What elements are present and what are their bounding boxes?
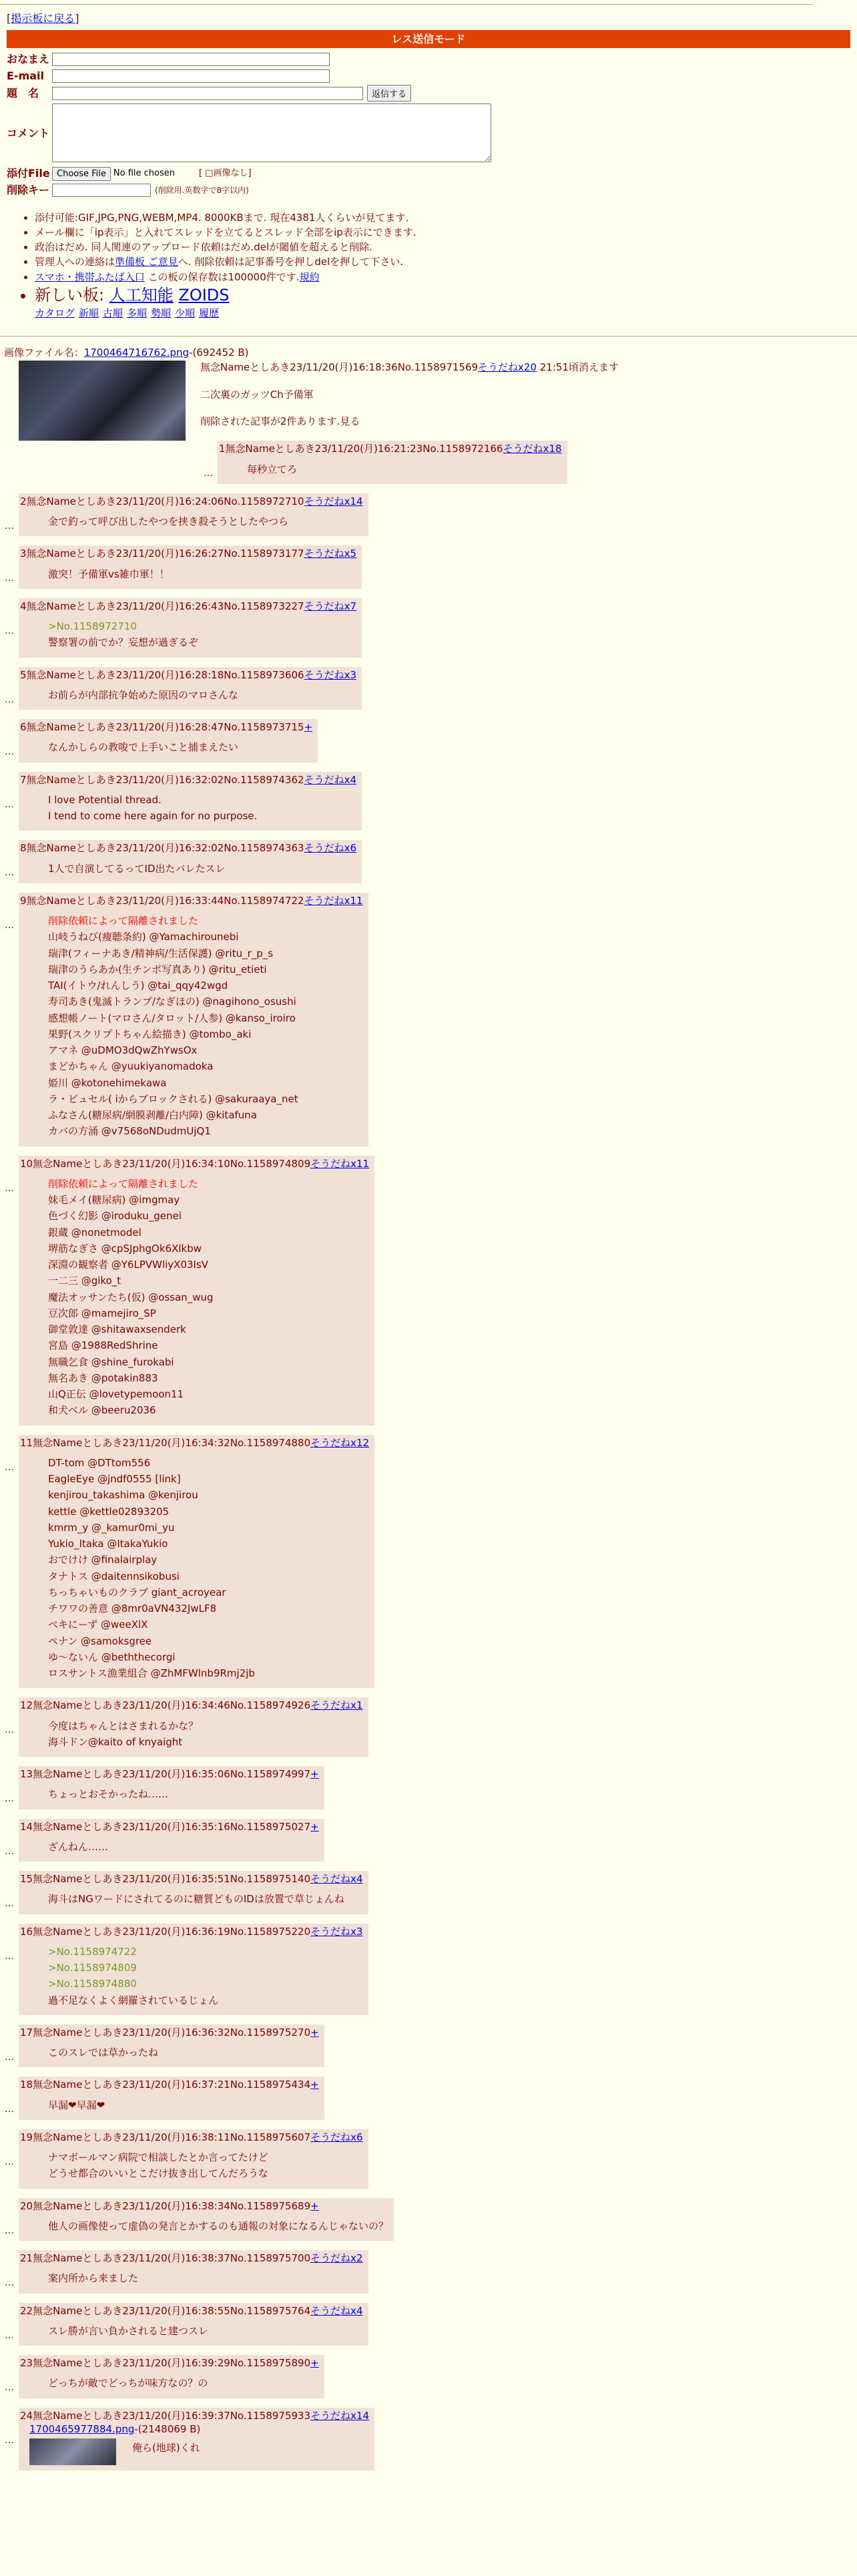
reply-header (20, 2304, 363, 2318)
reply-ellipsis-icon: … (5, 2104, 14, 2115)
reply-row (0, 840, 857, 883)
reply-line: ゆ〜ないん @beththecorgi (48, 1651, 176, 1663)
new-boards: • 新しい板: 人工知能 ZOIDS (35, 285, 857, 305)
reply-ellipsis-icon: … (204, 468, 213, 479)
reply-header (20, 2078, 319, 2091)
reply-text (48, 2046, 319, 2059)
reply-sodane-link[interactable]: + (310, 2199, 319, 2212)
note-rules: • 政治はだめ. 同人関連のアップロード依頼はだめ.delが閾値を超えると削除. (35, 240, 857, 254)
reply-header (20, 1767, 319, 1781)
reply-line: 海斗ドン@kaito of knyaight (48, 1735, 183, 1748)
reply-line: ふなさん(糖尿病/網膜剥離/白内障) @kitafuna (48, 1109, 257, 1122)
catalog-link[interactable]: カタログ (35, 306, 75, 319)
reply-row (0, 667, 857, 710)
reply-header (20, 841, 356, 855)
reply-image-link[interactable]: 1700465977884.png (29, 2422, 135, 2435)
reply-line: 果野(スクリプトちゃん絵描き) @tombo_aki (48, 1028, 252, 1040)
reply-line: タナトス @daitennsikobusi (48, 1570, 180, 1582)
reply-isolation-notice: 削除依頼によって隔離されました (48, 915, 199, 927)
reply-meta[interactable]: 2無念Nameとしあき23/11/20(月)16:24:06No.1158972710 (20, 495, 304, 507)
reply-line: 無名あき @potakin883 (48, 1371, 158, 1384)
reply-line: スレ勝が言い負かされると建つスレ (48, 2324, 209, 2337)
reply-line: 寿司あき(鬼滅トランプ/なぎほの) @nagihono_osushi (48, 996, 296, 1008)
name-label: おなまえ (7, 53, 50, 66)
reply-text (48, 740, 312, 754)
reply-line: 和犬ベル @beeru2036 (48, 1404, 156, 1417)
reply-ellipsis-icon: … (5, 520, 14, 531)
reply-ellipsis-icon: … (5, 573, 14, 584)
name-input[interactable] (52, 53, 330, 66)
reply-box (19, 2129, 368, 2189)
reply-meta[interactable]: 23無念Nameとしあき23/11/20(月)16:39:29No.1158975890 (20, 2357, 311, 2370)
reply-row (0, 493, 857, 537)
reply-line: 俺ら(地球)くれ (132, 2442, 200, 2454)
reply-meta[interactable]: 10無念Nameとしあき23/11/20(月)16:34:10No.1158974809 (20, 1157, 311, 1170)
reply-line: 豆次郎 @mamejiro_SP (48, 1307, 156, 1319)
reply-header (20, 2199, 388, 2213)
reply-text (48, 1945, 363, 2007)
reply-header (20, 2409, 369, 2422)
reply-line: おでけけ @finalairplay (48, 1554, 158, 1566)
delete-key-note: (削除用.英数字で8字以内) (155, 185, 249, 195)
reply-box (218, 441, 567, 484)
reply-meta[interactable]: 14無念Nameとしあき23/11/20(月)16:35:16No.1158975027 (20, 1820, 311, 1833)
op-image-line: 画像ファイル名：1700464716762.png-(692452 B) (4, 347, 249, 359)
op-post (19, 361, 857, 441)
reply-sodane-link[interactable]: + (310, 1768, 319, 1781)
reply-ellipsis-icon: … (5, 2382, 14, 2394)
choose-file-button[interactable]: Choose File (52, 167, 111, 181)
reply-meta[interactable]: 12無念Nameとしあき23/11/20(月)16:34:46No.1158974926 (20, 1699, 311, 1712)
reply-line: Yukio_Itaka @ItakaYukio (48, 1538, 168, 1550)
sort-new-link[interactable]: 新順 (79, 306, 99, 319)
reply-sodane-link[interactable]: そうだねx14 (304, 495, 363, 507)
reply-text (48, 914, 363, 1138)
reply-sodane-link[interactable]: そうだねx6 (310, 2131, 363, 2143)
reply-box (19, 2250, 368, 2294)
reply-sodane-link[interactable]: + (310, 2026, 319, 2038)
reply-ellipsis-icon: … (5, 1846, 14, 1857)
reply-sodane-link[interactable]: そうだねx3 (304, 668, 356, 681)
reply-meta[interactable]: 15無念Nameとしあき23/11/20(月)16:35:51No.1158975140 (20, 1873, 311, 1886)
reply-row (199, 441, 857, 484)
reply-ellipsis-icon: … (5, 919, 14, 931)
reply-box (19, 1435, 374, 1689)
reply-box (19, 840, 362, 883)
reply-box (19, 719, 318, 763)
reply-line: カバの方涌 @v7568oNDudmUjQ1 (48, 1125, 211, 1138)
reply-line: 金で釣って呼び出したやつを挟き殺そうとしたやつら (48, 515, 289, 528)
reply-box (19, 598, 362, 658)
reply-row (0, 1871, 857, 1914)
reply-text (48, 2151, 363, 2181)
reply-ellipsis-icon: … (5, 2434, 14, 2446)
email-label: E-mail (7, 69, 45, 82)
reply-ellipsis-icon: … (5, 1725, 14, 1736)
reply-line: ペナン @samoksgree (48, 1635, 152, 1647)
reply-line: チワワの善意 @8mr0aVN432JwLF8 (48, 1602, 217, 1615)
history-link[interactable]: 履歴 (199, 306, 220, 319)
reply-box (19, 1924, 368, 2015)
reply-line: ぺキにーず @weeXlX (48, 1619, 148, 1631)
reply-sodane-link[interactable]: そうだねx3 (310, 1925, 363, 1938)
reply-line: kenjirou_takashima @kenjirou (48, 1489, 198, 1502)
reply-line: 瑞津(フィーナあき/精神病/生活保護) @ritu_r_p_s (48, 947, 274, 959)
reply-text (48, 793, 356, 823)
reply-line: 山岐うねび(痩聴条約) @Yamachirounebi (48, 931, 239, 943)
reply-header (20, 668, 356, 682)
reply-line: ざんねん…… (48, 1840, 109, 1853)
reply-header (20, 1699, 363, 1712)
reply-row (0, 1766, 857, 1809)
reply-line: EagleEye @jndf0555 [link] (48, 1473, 181, 1486)
reply-meta[interactable]: 21無念Nameとしあき23/11/20(月)16:38:37No.1158975700 (20, 2252, 311, 2265)
reply-line: 銀蔵 @nonetmodel (48, 1226, 141, 1239)
reply-quote-line: >No.1158972710 (48, 620, 137, 633)
reply-meta[interactable]: 9無念Nameとしあき23/11/20(月)16:33:44No.1158974722 (20, 894, 304, 907)
thread-divider (0, 336, 857, 337)
reply-meta[interactable]: 20無念Nameとしあき23/11/20(月)16:38:34No.1158975689 (20, 2199, 311, 2212)
reply-text (48, 862, 356, 875)
reply-meta[interactable]: 13無念Nameとしあき23/11/20(月)16:35:06No.1158974997 (20, 1768, 311, 1781)
reply-line: なんかしらの教唆で上手いこと捕まえたい (48, 741, 239, 754)
reply-row (0, 2303, 857, 2346)
no-image-checkbox[interactable]: [ □画像なし] (198, 168, 252, 179)
reply-ellipsis-icon: … (5, 1183, 14, 1194)
reply-sodane-link[interactable]: そうだねx11 (304, 894, 363, 907)
reply-line: このスレでは草かったね (48, 2047, 159, 2059)
reply-box (19, 1697, 368, 1757)
reply-sodane-link[interactable]: そうだねx14 (310, 2409, 370, 2422)
reply-row (0, 719, 857, 763)
reply-text (247, 463, 562, 476)
reply-text (48, 2272, 363, 2285)
op-deleted-note[interactable]: 削除された記事が2件あります.見る (200, 415, 360, 427)
reply-line: DT-tom @DTtom556 (48, 1456, 151, 1469)
op-thumbnail[interactable] (19, 361, 186, 441)
reply-ellipsis-icon: … (5, 625, 14, 636)
reply-box (19, 667, 362, 710)
comment-label: コメント (7, 126, 50, 140)
reply-text (48, 2376, 319, 2390)
reply-row (0, 2077, 857, 2120)
reply-text (48, 2099, 319, 2112)
reply-sodane-link[interactable]: そうだねx2 (310, 2252, 363, 2265)
reply-sodane-link[interactable]: そうだねx1 (310, 1699, 363, 1712)
reply-header (20, 773, 356, 787)
thread (0, 346, 857, 2471)
reply-header (20, 1436, 369, 1450)
reply-box (19, 893, 368, 1146)
subject-input[interactable] (52, 87, 363, 100)
reply-row (0, 1819, 857, 1862)
reply-line: TAI(イトウ/れんしう) @tai_qqy42wgd (48, 980, 228, 992)
note-contact: • 管理人への連絡は準備板 ご意見へ. 削除依頼は記事番号を押しdelを押して下さい. (35, 255, 857, 268)
reply-text (132, 2438, 200, 2457)
reply-meta[interactable]: 19無念Nameとしあき23/11/20(月)16:38:11No.1158975607 (20, 2131, 311, 2143)
reply-row (0, 598, 857, 658)
reply-line: お前らが内部抗争始めた原因のマロさんな (48, 688, 239, 701)
reply-sodane-link[interactable]: + (310, 1820, 319, 1833)
reply-line: 魔法オッサンたち(仮) @ossan_wug (48, 1291, 214, 1303)
reply-line: 毎秒立てろ (247, 463, 298, 475)
reply-meta[interactable]: 22無念Nameとしあき23/11/20(月)16:38:55No.1158975764 (20, 2304, 311, 2317)
reply-line: どうせ都合のいいとこだけ抜き出してんだろうな (48, 2167, 269, 2180)
contact-board-link[interactable]: 準備板 (115, 256, 146, 268)
reply-line: ロスサントス漁業組合 @ZhMFWlnb9Rmj2jb (48, 1667, 255, 1680)
reply-row (0, 2408, 857, 2471)
reply-line: 一二三 @giko_t (48, 1275, 121, 1287)
reply-row (0, 546, 857, 589)
new-board-ai-link[interactable]: 人工知能 (109, 285, 174, 304)
reply-meta[interactable]: 18無念Nameとしあき23/11/20(月)16:37:21No.1158975434 (20, 2079, 311, 2091)
reply-line: 激突！予備軍vs雑巾軍！！ (48, 568, 170, 580)
reply-quote-line: >No.1158974880 (48, 1978, 137, 1990)
reply-row (0, 893, 857, 1146)
reply-image-size: -(2148069 B) (134, 2422, 201, 2435)
reply-line: 深淵の観察者 @Y6LPVWliyX03IsV (48, 1259, 209, 1271)
reply-header (20, 2356, 319, 2370)
sort-old-link[interactable]: 古順 (103, 306, 123, 319)
reply-ellipsis-icon: … (5, 1950, 14, 1962)
reply-form (7, 52, 850, 197)
note-ip: • メール欄に「ip表示」と入れてスレッドを立てるとスレッド全部をip表示にできます. (35, 226, 857, 239)
reply-row (0, 1697, 857, 1757)
reply-meta[interactable]: 3無念Nameとしあき23/11/20(月)16:26:27No.1158973177 (20, 548, 304, 560)
reply-sodane-link[interactable]: そうだねx4 (310, 2304, 363, 2317)
reply-sodane-link[interactable]: + (310, 2079, 319, 2091)
reply-line: 他人の画像使って虚偽の発言とかするのも通報の対象になるんじゃないの？ (48, 2219, 389, 2232)
reply-sodane-link[interactable]: + (310, 2357, 319, 2370)
reply-line: どっちが敵でどっちが味方なの？の (48, 2377, 208, 2390)
reply-meta[interactable]: 1無念Nameとしあき23/11/20(月)16:21:23No.1158972166 (219, 443, 503, 455)
reply-line: 案内所から来ました (48, 2272, 139, 2285)
reply-meta[interactable]: 5無念Nameとしあき23/11/20(月)16:28:18No.1158973606 (20, 668, 304, 681)
reply-text (48, 1177, 369, 1418)
reply-meta[interactable]: 11無念Nameとしあき23/11/20(月)16:34:32No.1158974880 (20, 1436, 311, 1449)
reply-text (48, 1840, 319, 1854)
reply-ellipsis-icon: … (5, 799, 14, 810)
reply-meta[interactable]: 16無念Nameとしあき23/11/20(月)16:36:19No.1158975220 (20, 1925, 311, 1938)
comment-textarea[interactable] (52, 103, 491, 162)
reply-text (48, 688, 356, 702)
reply-text (48, 515, 363, 528)
reply-sodane-link[interactable]: そうだねx11 (310, 1157, 370, 1170)
reply-row (0, 2024, 857, 2068)
mobile-entry-link[interactable]: スマホ・携帯ふたば入口 (35, 270, 145, 283)
email-input[interactable] (52, 69, 330, 83)
reply-sodane-link[interactable]: そうだねx7 (304, 600, 356, 612)
reply-ellipsis-icon: … (5, 2156, 14, 2167)
reply-line: 感想帳ノート(マロさん/タロット/人参) @kanso_iroiro (48, 1012, 296, 1024)
reply-quote-line: >No.1158974809 (48, 1962, 137, 1974)
reply-header (20, 547, 356, 560)
reply-meta[interactable]: 4無念Nameとしあき23/11/20(月)16:26:43No.1158973227 (20, 600, 304, 612)
reply-text (48, 1456, 369, 1681)
reply-line: 妹毛メイ(糖尿病) @imgmay (48, 1194, 180, 1207)
opinion-link[interactable]: ご意見 (145, 256, 178, 268)
reply-sodane-link[interactable]: そうだねx4 (310, 1873, 363, 1886)
reply-header (20, 600, 356, 613)
reply-line: 1人で自演してるってID出たバレたスレ (48, 862, 226, 875)
reply-row (0, 1435, 857, 1689)
reply-box (19, 2077, 324, 2120)
reply-line: kettle @kettle02893205 (48, 1505, 170, 1518)
reply-row (0, 2129, 857, 2189)
reply-header (20, 2131, 363, 2144)
reply-row (0, 2250, 857, 2294)
reply-text (48, 1719, 363, 1749)
reply-ellipsis-icon: … (5, 1462, 14, 1473)
reply-box (19, 2303, 368, 2346)
reply-row (0, 2355, 857, 2398)
reply-line: I love Potential thread. (48, 793, 162, 806)
reply-line: ナマボールマン病院で相談したとか言ってたけど (48, 2151, 268, 2164)
reply-box (19, 2024, 324, 2068)
reply-sodane-link[interactable]: そうだねx12 (310, 1436, 370, 1449)
reply-ellipsis-icon: … (5, 2225, 14, 2236)
reply-header (20, 2026, 319, 2039)
file-status: No file chosen (113, 168, 175, 179)
reply-meta[interactable]: 8無念Nameとしあき23/11/20(月)16:32:02No.1158974363 (20, 842, 304, 855)
new-board-zoids-link[interactable]: ZOIDS (178, 285, 230, 304)
reply-meta[interactable]: 6無念Nameとしあき23/11/20(月)16:28:47No.1158973715 (20, 721, 304, 734)
back-to-board-link[interactable]: 掲示板に戻る (11, 12, 75, 25)
reply-line: 海斗はNGワードにされてるのに糖質どものIDは放置で草じょんね (48, 1893, 344, 1906)
reply-ellipsis-icon: … (5, 2278, 14, 2289)
reply-isolation-notice: 削除依頼によって隔離されました (48, 1177, 199, 1190)
reply-line: 御堂敦達 @shitawaxsenderk (48, 1323, 186, 1336)
reply-ellipsis-icon: … (5, 694, 14, 705)
reply-quote-line: >No.1158974722 (48, 1945, 137, 1958)
reply-line: 警察署の前でか？妄想が過ぎるぞ (48, 636, 199, 649)
back-nav: [掲示板に戻る] (7, 12, 79, 25)
reply-line: 宮島 @1988RedShrine (48, 1339, 158, 1352)
reply-meta[interactable]: 7無念Nameとしあき23/11/20(月)16:32:02No.1158974362 (20, 773, 304, 786)
catalog-links (35, 306, 857, 320)
reply-text (48, 1892, 363, 1906)
reply-line: ちょっとおそかったね…… (48, 1788, 169, 1801)
reply-line: 堺筋なぎさ @cpSJphgOk6Xlkbw (48, 1242, 202, 1255)
reply-line: 瑞津のうらあか(生チンポ写真あり) @ritu_etieti (48, 963, 267, 976)
reply-box (19, 772, 362, 831)
reply-row (0, 1924, 857, 2015)
sort-momentum-link[interactable]: 勢順 (151, 306, 172, 319)
reply-header (20, 1925, 363, 1938)
reply-ellipsis-icon: … (5, 2330, 14, 2341)
sort-many-link[interactable]: 多順 (127, 306, 148, 319)
reply-line: ちっちゃいものクラブ giant_acroyear (48, 1586, 226, 1598)
reply-box (19, 1819, 324, 1862)
reply-row (0, 2198, 857, 2241)
note-mobile: • スマホ・携帯ふたば入口 この板の保存数は100000件です.規約 (35, 270, 857, 284)
reply-box (19, 1871, 368, 1914)
reply-text (48, 620, 356, 650)
reply-line: アマネ @uDMO3dQwZhYwsOx (48, 1044, 198, 1057)
subject-label: 題 名 (7, 87, 39, 100)
file-label: 添付File (7, 167, 50, 180)
reply-line: まどかちゃん @yuukiyanomadoka (48, 1060, 214, 1073)
reply-row (0, 772, 857, 831)
reply-ellipsis-icon: … (5, 1793, 14, 1805)
reply-box (19, 1156, 374, 1426)
rules-link[interactable]: 規約 (299, 270, 320, 283)
reply-sodane-link[interactable]: そうだねx4 (304, 773, 356, 786)
reply-text (48, 2219, 388, 2233)
reply-box (19, 2408, 374, 2471)
reply-list (0, 441, 857, 2471)
reply-header (20, 2251, 363, 2265)
reply-ellipsis-icon: … (5, 1898, 14, 1910)
reply-line: 色づく幻影 @iroduku_genei (48, 1210, 182, 1223)
reply-sodane-link[interactable]: そうだねx5 (304, 548, 356, 560)
reply-box (19, 1766, 324, 1809)
reply-box (19, 493, 368, 537)
board-notes (0, 211, 857, 305)
reply-line: I tend to come here again for no purpose. (48, 810, 258, 823)
reply-line: 無職乞食 @shine_furokabi (48, 1355, 174, 1368)
reply-header (20, 1157, 369, 1170)
reply-ellipsis-icon: … (5, 867, 14, 879)
note-filetypes: • 添付可能:GIF,JPG,PNG,WEBM,MP4. 8000KBまで. 現在4381人くらいが見てます. (35, 211, 857, 224)
reply-line: 姫川 @kotonehimekawa (48, 1076, 167, 1089)
reply-line: 山Q正伝 @lovetypemoon11 (48, 1388, 184, 1401)
reply-box (19, 2355, 324, 2398)
reply-mode-bar: レス送信モード (7, 30, 850, 49)
reply-header (20, 1820, 319, 1834)
delete-key-label: 削除キー (7, 183, 50, 196)
reply-line: kmrm_y @_kamur0mi_yu (48, 1521, 175, 1534)
reply-ellipsis-icon: … (5, 2051, 14, 2063)
reply-text (48, 1787, 319, 1801)
reply-sodane-link[interactable]: + (304, 721, 313, 734)
delete-key-input[interactable] (52, 184, 151, 197)
reply-line: 早漏❤早漏❤ (48, 2099, 105, 2111)
reply-line: 今度はちゃんとはさまれるかな？ (48, 1719, 199, 1732)
op-header: 無念Nameとしあき23/11/20(月)16:18:36No.1158971569そうだねx20 21:51頃消えます (200, 361, 619, 374)
reply-header (20, 1872, 363, 1886)
reply-row (0, 1156, 857, 1426)
op-sodane-link[interactable]: そうだねx20 (478, 361, 537, 374)
reply-line: ラ・ピュセル( iからブロックされる) @sakuraaya_net (48, 1092, 298, 1105)
reply-sodane-link[interactable]: そうだねx18 (503, 443, 562, 455)
reply-text (48, 568, 356, 581)
op-text: 二次裏のガッツCh予備軍 (200, 388, 314, 401)
reply-header (20, 495, 363, 508)
reply-header (20, 720, 312, 734)
reply-text (48, 2324, 363, 2338)
submit-reply-button[interactable]: 返信する (367, 85, 411, 101)
reply-header (20, 894, 363, 907)
reply-meta[interactable]: 17無念Nameとしあき23/11/20(月)16:36:32No.1158975270 (20, 2026, 311, 2038)
reply-sodane-link[interactable]: そうだねx6 (304, 842, 356, 855)
reply-ellipsis-icon: … (5, 746, 14, 758)
reply-meta[interactable]: 24無念Nameとしあき23/11/20(月)16:39:37No.1158975933 (20, 2409, 311, 2422)
reply-box (19, 2198, 394, 2241)
reply-thumbnail[interactable] (29, 2438, 116, 2465)
reply-file-line (29, 2422, 369, 2436)
sort-few-link[interactable]: 少順 (175, 306, 196, 319)
reply-line: 過不足なくよく網羅されているじょん (48, 1994, 219, 2006)
op-image-link[interactable]: 1700464716762.png (83, 347, 190, 359)
reply-box (19, 546, 362, 589)
reply-header (219, 442, 562, 455)
